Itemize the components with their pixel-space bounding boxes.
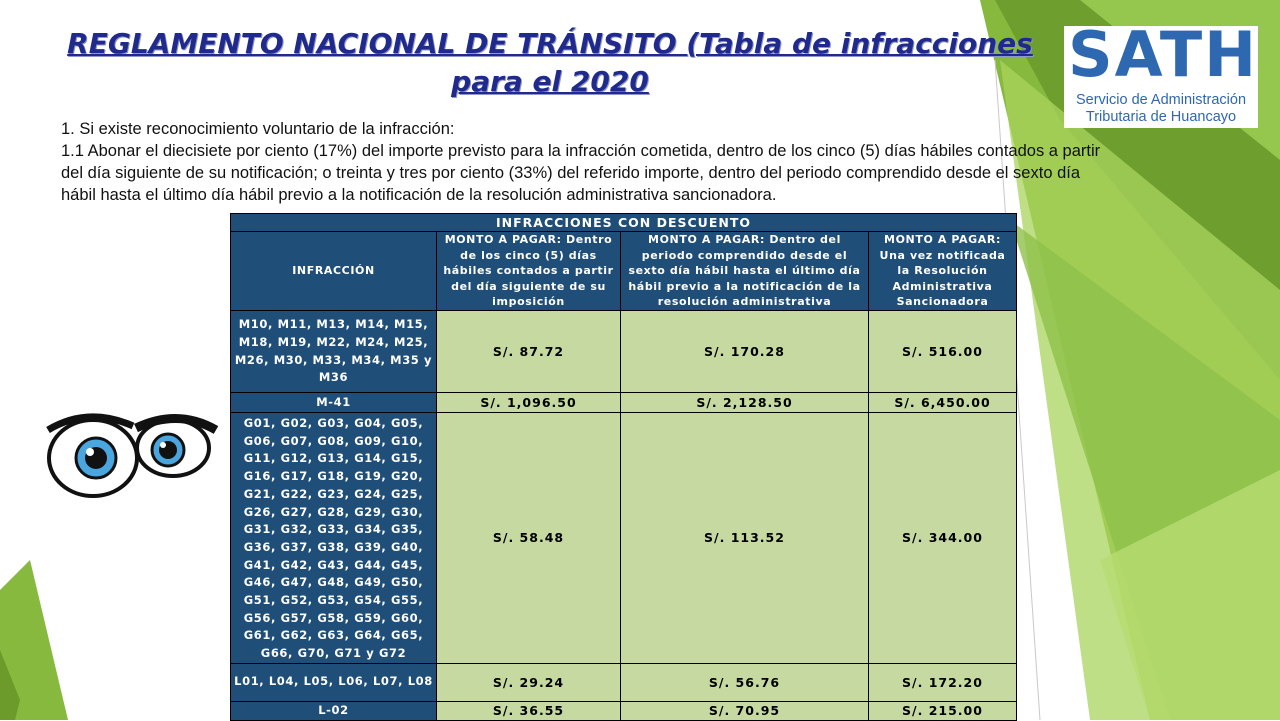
amount-5-days: S/. 1,096.50 xyxy=(437,393,621,413)
logo-subtitle-line-2: Tributaria de Huancayo xyxy=(1085,109,1237,125)
infraction-codes: M10, M11, M13, M14, M15, M18, M19, M22, M24, M25, M26, M30, M33, M34, M35 y M36 xyxy=(231,311,437,393)
page-title xyxy=(60,25,1040,101)
intro-text xyxy=(61,118,1106,206)
amount-5-days: S/. 29.24 xyxy=(437,663,621,701)
cartoon-eyes-icon xyxy=(38,400,223,500)
amount-before-resolution: S/. 2,128.50 xyxy=(621,393,869,413)
amount-after-resolution: S/. 172.20 xyxy=(869,663,1017,701)
title-line-2: para el 2020 xyxy=(451,65,649,98)
infraction-codes: G01, G02, G03, G04, G05, G06, G07, G08, G09, G10, G11, G12, G13, G14, G15, G16, G17, G18, G19, G20, G21, G22, G23, G24, G25, G26, G27, G28, G29, G30, G31, G32, G33, G34, G35, G36, G37, G38, G39, G40, G41, G42, G43, G44, G45, G46, G47, G48, G49, G50, G51, G52, G53, G54, G55, G56, G57, G58, G59, G60, G61, G62, G63, G64, G65, G66, G70, G71 y G72 xyxy=(231,413,437,664)
table-row xyxy=(231,701,1017,720)
infractions-table xyxy=(230,213,1017,721)
intro-line-2: 1.1 Abonar el diecisiete por ciento (17%) del importe previsto para la infracción cometida, dentro de los cinco (5) días hábiles contados a partir del día siguiente de su notificación; o treinta y tres por ciento (33%) del referido importe, dentro del periodo comprendido desde el sexto día hábil hasta el último día hábil previo a la notificación de la resolución administrativa sancionadora. xyxy=(61,142,1101,204)
header-monto-1: MONTO A PAGAR: Dentro de los cinco (5) días hábiles contados a partir del día siguiente de su imposición xyxy=(437,232,621,311)
table-row xyxy=(231,413,1017,664)
table-row xyxy=(231,311,1017,393)
logo-subtitle-line-1: Servicio de Administración xyxy=(1075,92,1247,108)
amount-before-resolution: S/. 70.95 xyxy=(621,701,869,720)
amount-before-resolution: S/. 113.52 xyxy=(621,413,869,664)
title-line-1: REGLAMENTO NACIONAL DE TRÁNSITO (Tabla de infracciones xyxy=(67,27,1033,60)
table-row xyxy=(231,663,1017,701)
table-caption: INFRACCIONES CON DESCUENTO xyxy=(231,214,1017,232)
amount-before-resolution: S/. 170.28 xyxy=(621,311,869,393)
intro-line-1: 1. Si existe reconocimiento voluntario de la infracción: xyxy=(61,120,455,138)
amount-after-resolution: S/. 215.00 xyxy=(869,701,1017,720)
header-infraccion: INFRACCIÓN xyxy=(231,232,437,311)
table-row xyxy=(231,393,1017,413)
infraction-codes: L01, L04, L05, L06, L07, L08 xyxy=(231,663,437,701)
amount-after-resolution: S/. 6,450.00 xyxy=(869,393,1017,413)
amount-before-resolution: S/. 56.76 xyxy=(621,663,869,701)
header-monto-2: MONTO A PAGAR: Dentro del periodo comprendido desde el sexto día hábil hasta el último día hábil previo a la notificación de la resolución administrativa xyxy=(621,232,869,311)
amount-after-resolution: S/. 344.00 xyxy=(869,413,1017,664)
header-monto-3: MONTO A PAGAR: Una vez notificada la Resolución Administrativa Sancionadora xyxy=(869,232,1017,311)
logo-brand: SATH xyxy=(1068,18,1259,91)
sath-logo xyxy=(1064,18,1259,128)
amount-5-days: S/. 58.48 xyxy=(437,413,621,664)
amount-after-resolution: S/. 516.00 xyxy=(869,311,1017,393)
infraction-codes: L-02 xyxy=(231,701,437,720)
amount-5-days: S/. 36.55 xyxy=(437,701,621,720)
infraction-codes: M-41 xyxy=(231,393,437,413)
amount-5-days: S/. 87.72 xyxy=(437,311,621,393)
